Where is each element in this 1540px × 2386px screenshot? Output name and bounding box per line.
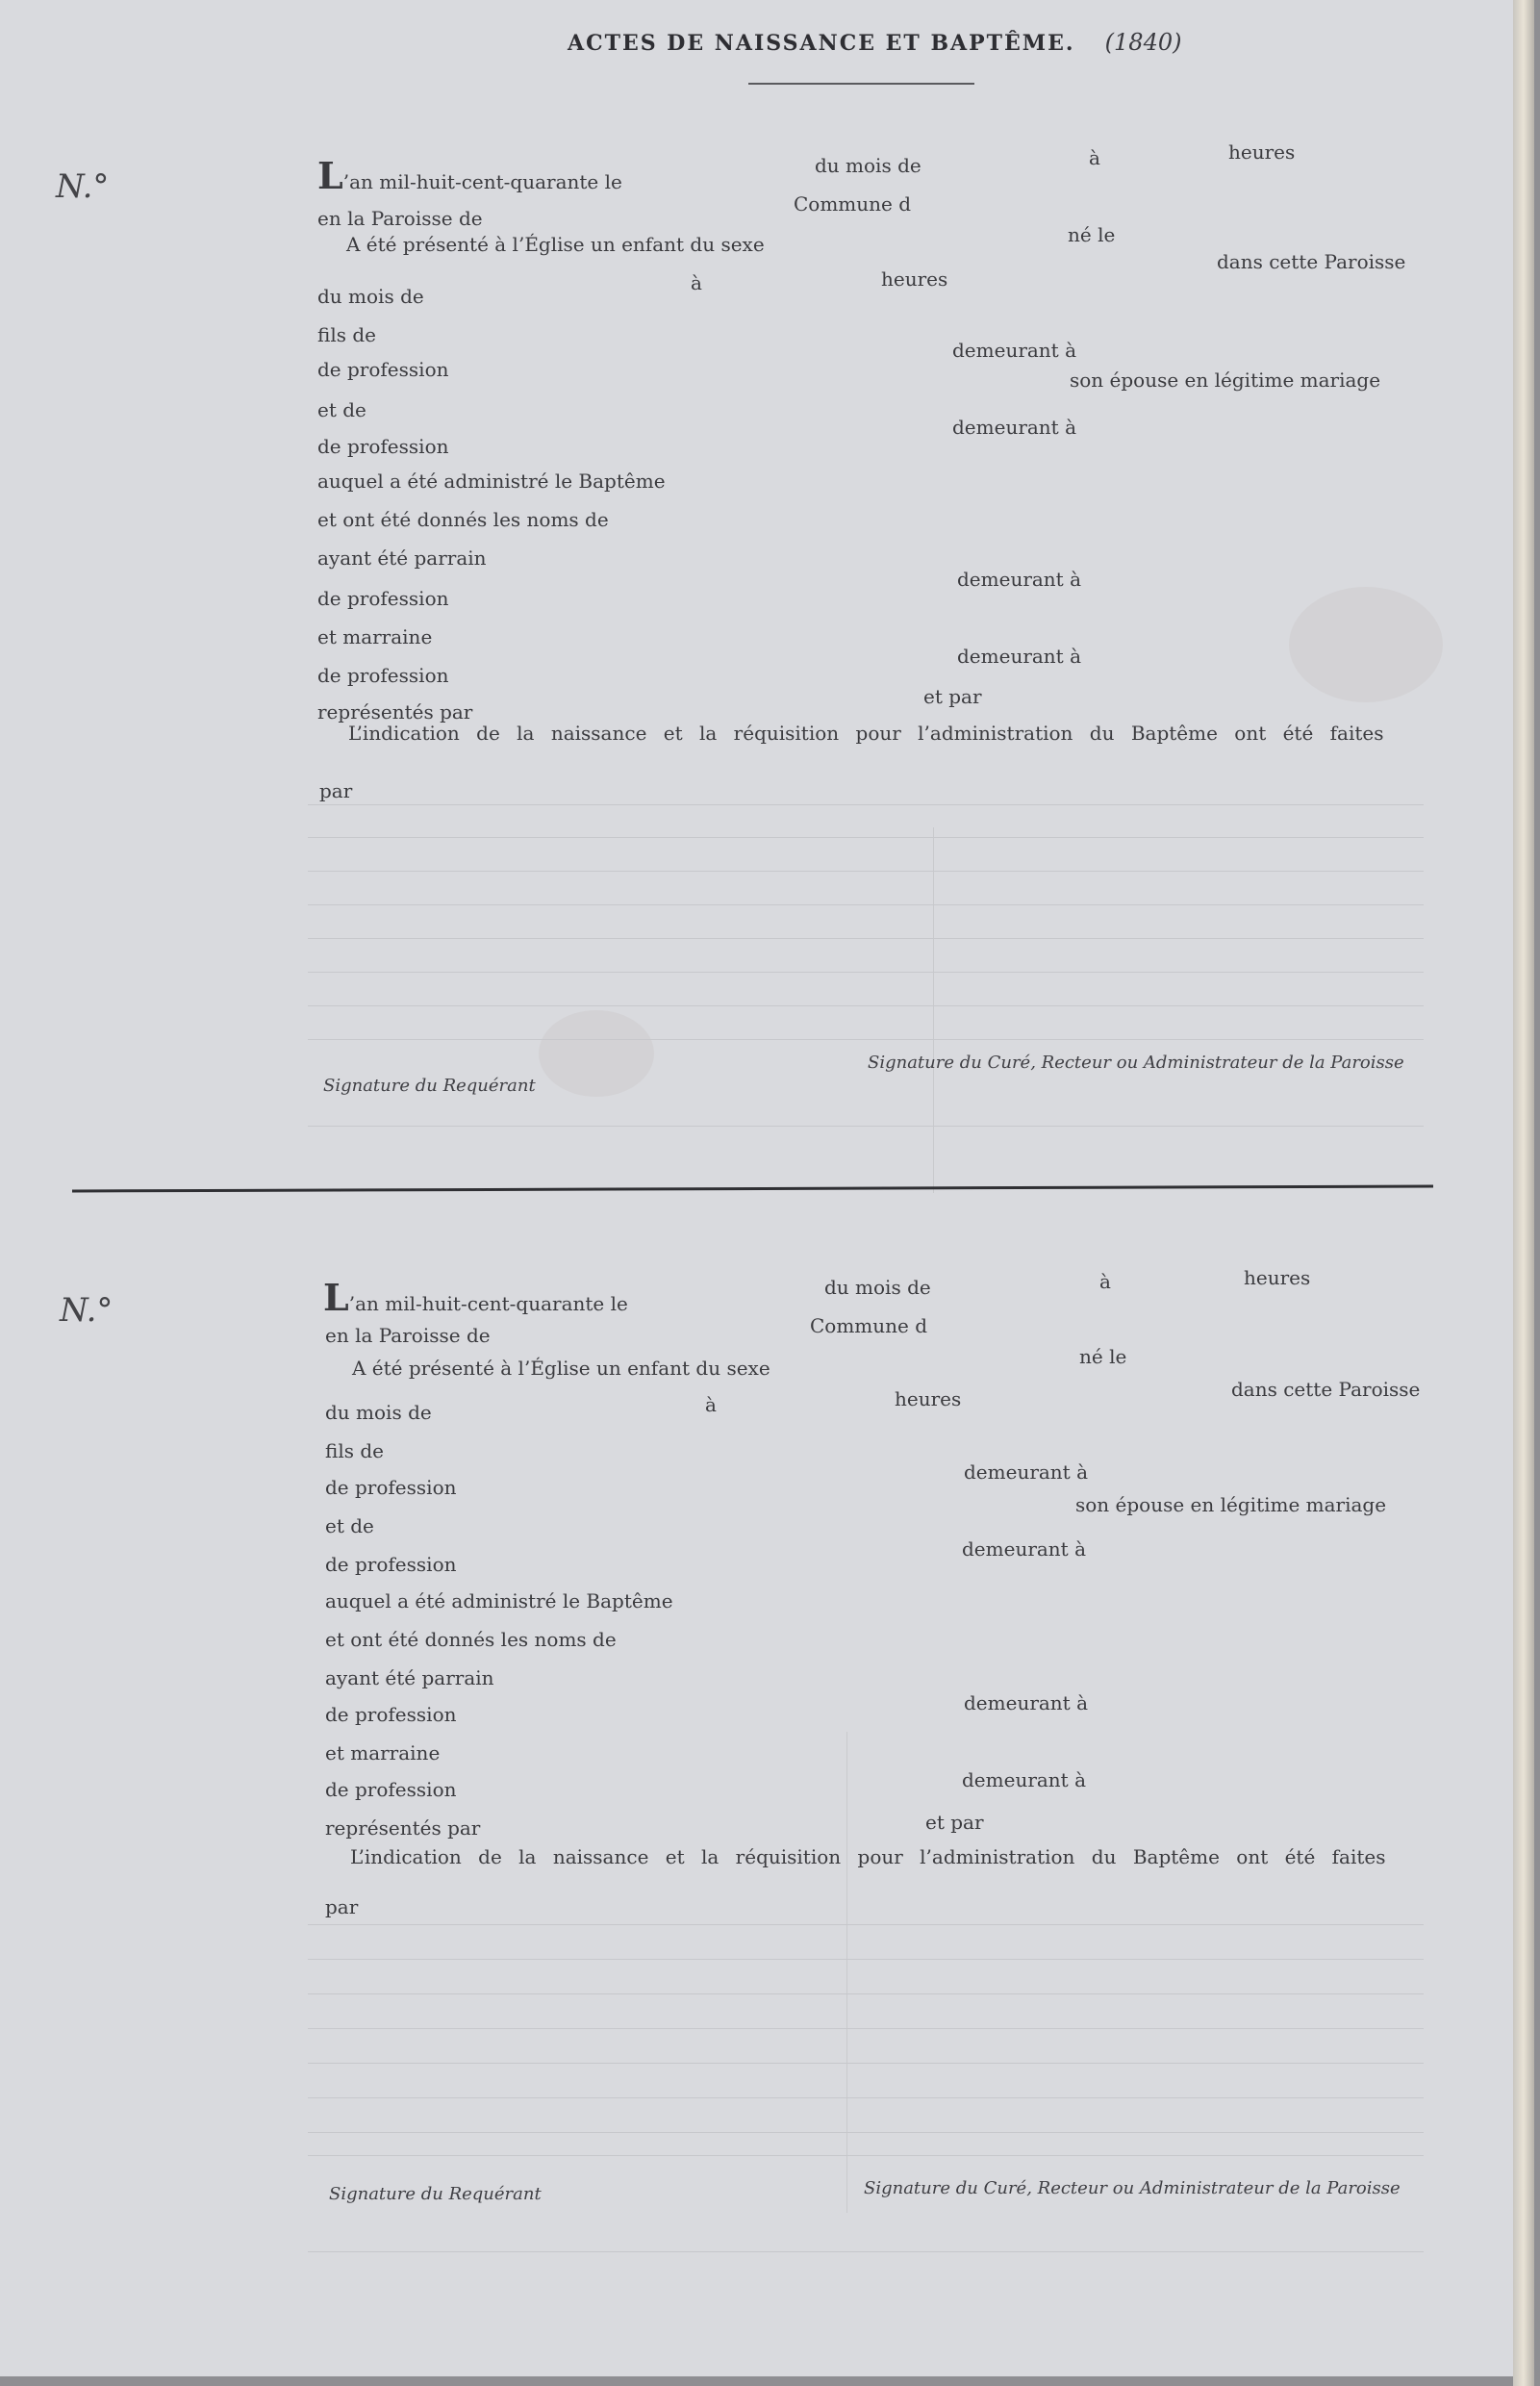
ruled-line: [308, 2097, 1424, 2098]
field-label: heures: [1228, 140, 1296, 164]
field-label: demeurant à: [964, 1460, 1089, 1484]
signature-cure-label: Signature du Curé, Recteur ou Administrateur de la Paroisse: [868, 1053, 1404, 1073]
field-label: demeurant à: [964, 1691, 1089, 1714]
field-label: Commune d: [810, 1314, 928, 1337]
field-label: dans cette Paroisse: [1217, 250, 1406, 273]
field-label: son épouse en légitime mariage: [1070, 368, 1381, 392]
field-label: son épouse en légitime mariage: [1075, 1493, 1387, 1516]
field-label: à: [705, 1393, 717, 1416]
page-title: ACTES DE NAISSANCE ET BAPTÊME.: [568, 31, 1075, 56]
header-underline: [748, 83, 974, 85]
field-label: et marraine: [325, 1741, 441, 1764]
ruled-line: [308, 938, 1424, 939]
field-label: de profession: [325, 1703, 457, 1726]
act-number: N.°: [56, 167, 110, 206]
field-label: demeurant à: [957, 568, 1082, 591]
ruled-line: [308, 972, 1424, 973]
field-label: L’indication de la naissance et la réquisition pour l’administration du Baptême ont été faites: [348, 722, 1384, 745]
field-label: représentés par: [317, 700, 473, 723]
field-label: Commune d: [794, 192, 912, 216]
field-label: de profession: [317, 664, 449, 687]
field-label: et par: [923, 685, 982, 708]
ruled-line: [308, 1005, 1424, 1006]
field-label: et de: [317, 398, 366, 421]
ruling-vertical: [933, 827, 934, 1193]
page-year: (1840): [1104, 29, 1182, 56]
act-opening: L’an mil-huit-cent-quarante le: [317, 154, 622, 197]
signature-requerant-label: Signature du Requérant: [329, 2184, 542, 2204]
ruled-line: [308, 1993, 1424, 1994]
field-label: du mois de: [317, 285, 424, 308]
stain: [539, 1010, 654, 1097]
field-label: par: [319, 779, 353, 802]
ruled-line: [308, 2063, 1424, 2064]
field-label: demeurant à: [952, 339, 1077, 362]
signature-requerant-label: Signature du Requérant: [323, 1076, 536, 1096]
ruled-line: [308, 1924, 1424, 1925]
field-label: dans cette Paroisse: [1231, 1378, 1421, 1401]
ruled-line: [308, 2155, 1424, 2156]
act-opening: L’an mil-huit-cent-quarante le: [323, 1276, 628, 1319]
book-spine-edge: [1513, 0, 1534, 2386]
field-label: A été présenté à l’Église un enfant du sexe: [346, 233, 765, 256]
act-separator: [72, 1185, 1433, 1193]
field-label: de profession: [325, 1778, 457, 1801]
field-label: né le: [1079, 1345, 1127, 1368]
ruled-line: [308, 1959, 1424, 1960]
field-label: de profession: [317, 587, 449, 610]
field-label: heures: [881, 267, 948, 291]
field-label: et par: [925, 1811, 984, 1834]
field-label: de profession: [317, 435, 449, 458]
field-label: heures: [895, 1387, 962, 1410]
field-label: représentés par: [325, 1816, 481, 1840]
page-header: [568, 29, 1260, 56]
ruled-line: [308, 871, 1424, 872]
field-label: et marraine: [317, 625, 433, 648]
field-label: ayant été parrain: [317, 546, 487, 570]
ruled-line: [308, 2251, 1424, 2252]
field-label: né le: [1068, 223, 1116, 246]
field-label: demeurant à: [962, 1537, 1087, 1561]
field-label: en la Paroisse de: [325, 1324, 491, 1347]
ruling-vertical: [846, 1732, 847, 2213]
ruled-line: [308, 1039, 1424, 1040]
field-label: en la Paroisse de: [317, 207, 483, 230]
act-number: N.°: [60, 1291, 114, 1330]
ruled-line: [308, 904, 1424, 905]
signature-cure-label: Signature du Curé, Recteur ou Administrateur de la Paroisse: [864, 2178, 1401, 2198]
field-label: à: [1099, 1270, 1111, 1293]
field-label: demeurant à: [957, 645, 1082, 668]
ruled-line: [308, 804, 1424, 805]
field-label: du mois de: [325, 1401, 432, 1424]
field-label: et ont été donnés les noms de: [317, 508, 609, 531]
ruled-line: [308, 2028, 1424, 2029]
field-label: demeurant à: [952, 416, 1077, 439]
field-label: de profession: [317, 358, 449, 381]
field-label: du mois de: [815, 154, 921, 177]
field-label: demeurant à: [962, 1768, 1087, 1791]
field-label: auquel a été administré le Baptême: [325, 1589, 673, 1612]
field-label: heures: [1244, 1266, 1311, 1289]
field-label: L’indication de la naissance et la réquisition pour l’administration du Baptême ont été faites: [350, 1845, 1386, 1868]
field-label: à: [1089, 146, 1100, 169]
field-label: du mois de: [824, 1276, 931, 1299]
field-label: par: [325, 1895, 359, 1918]
ruled-line: [308, 837, 1424, 838]
field-label: A été présenté à l’Église un enfant du sexe: [352, 1357, 770, 1380]
field-label: et ont été donnés les noms de: [325, 1628, 617, 1651]
field-label: ayant été parrain: [325, 1666, 494, 1689]
field-label: fils de: [317, 323, 376, 346]
stain: [1289, 587, 1443, 702]
field-label: auquel a été administré le Baptême: [317, 470, 666, 493]
field-label: de profession: [325, 1553, 457, 1576]
field-label: et de: [325, 1514, 374, 1537]
ruled-line: [308, 1126, 1424, 1127]
ruled-line: [308, 2132, 1424, 2133]
field-label: à: [691, 271, 702, 294]
field-label: de profession: [325, 1476, 457, 1499]
field-label: fils de: [325, 1439, 384, 1462]
